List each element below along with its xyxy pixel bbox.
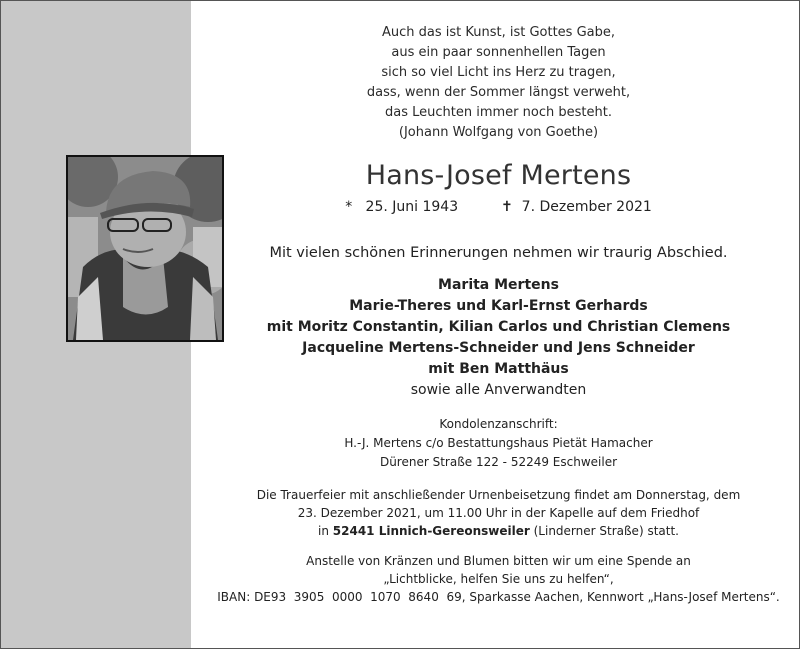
service-line xyxy=(206,522,791,540)
condolence-line: H.-J. Mertens c/o Bestattungshaus Pietät Hamacher xyxy=(344,436,653,450)
condolence-line: Dürener Straße 122 - 52249 Eschweiler xyxy=(379,455,618,469)
condolence-label: Kondolenzanschrift: xyxy=(439,417,558,431)
portrait-photo xyxy=(66,155,224,342)
farewell-text: Mit vielen schönen Erinnerungen nehmen wir traurig Abschied. xyxy=(269,245,728,261)
poem-line: Auch das ist Kunst, ist Gottes Gabe, xyxy=(381,25,616,40)
cross-icon: ✝ xyxy=(501,199,513,215)
birth-date: 25. Juni 1943 xyxy=(365,199,459,215)
family-member: mit Ben Matthäus xyxy=(428,361,569,377)
service-suffix: (Linderner Straße) statt. xyxy=(533,524,679,538)
birth-symbol: * xyxy=(345,199,353,215)
condolence-address xyxy=(206,415,791,472)
iban-line: IBAN: DE93 3905 0000 1070 8640 69, Sparkasse Aachen, Kennwort „Hans-Josef Mertens“. xyxy=(217,590,780,604)
poem xyxy=(206,23,791,143)
donation-line: „Lichtblicke, helfen Sie uns zu helfen“, xyxy=(383,572,614,586)
donation-info xyxy=(206,552,791,606)
family-member: mit Moritz Constantin, Kilian Carlos und Christian Clemens xyxy=(266,319,731,335)
death-date: 7. Dezember 2021 xyxy=(521,199,652,215)
donation-line: Anstelle von Kränzen und Blumen bitten wir um eine Spende an xyxy=(306,554,691,568)
poem-line: dass, wenn der Sommer längst verweht, xyxy=(366,85,631,100)
funeral-service xyxy=(206,486,791,540)
service-prefix: in xyxy=(318,524,329,538)
portrait-illustration xyxy=(68,157,222,340)
service-place: 52441 Linnich-Gereonsweiler xyxy=(332,524,530,538)
family-member: Marie-Theres und Karl-Ernst Gerhards xyxy=(349,298,648,314)
relatives-line: sowie alle Anverwandten xyxy=(410,382,587,398)
family-member: Jacqueline Mertens-Schneider und Jens Schneider xyxy=(302,340,695,356)
notice-content xyxy=(206,1,791,606)
life-dates xyxy=(206,197,791,217)
poem-line: aus ein paar sonnenhellen Tagen xyxy=(391,45,606,60)
poem-line: sich so viel Licht ins Herz zu tragen, xyxy=(381,65,616,80)
poem-author: (Johann Wolfgang von Goethe) xyxy=(398,125,599,140)
service-line: Die Trauerfeier mit anschließender Urnenbeisetzung findet am Donnerstag, dem xyxy=(256,488,741,502)
poem-line: das Leuchten immer noch besteht. xyxy=(385,105,612,120)
deceased-name: Hans-Josef Mertens xyxy=(365,160,632,191)
family-member: Marita Mertens xyxy=(438,277,559,293)
family-list xyxy=(206,275,791,401)
service-line: 23. Dezember 2021, um 11.00 Uhr in der Kapelle auf dem Friedhof xyxy=(297,506,700,520)
